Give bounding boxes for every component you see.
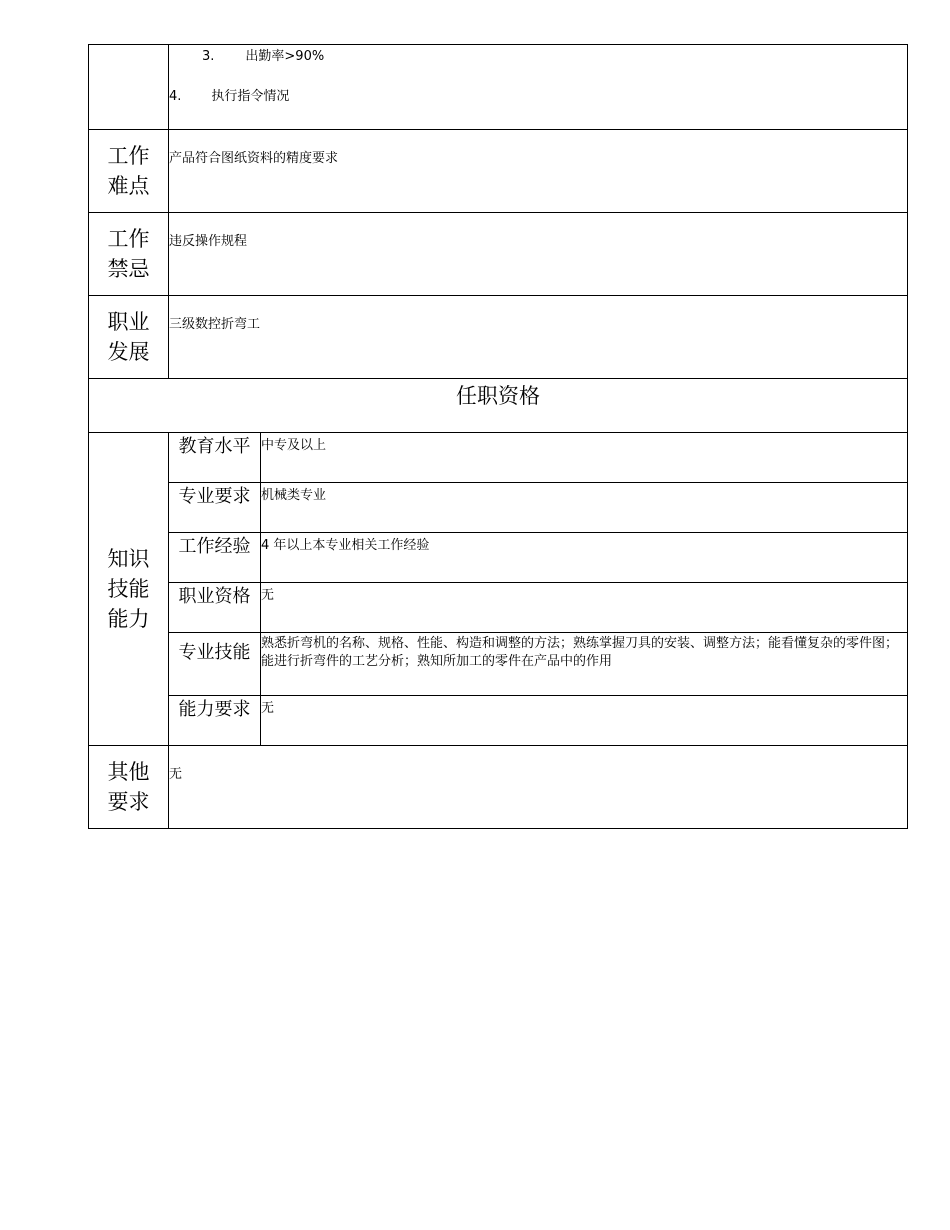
list-item-3 <box>169 48 907 66</box>
professional-skills-value: 熟悉折弯机的名称、规格、性能、构造和调整的方法；熟练掌握刀具的安装、调整方法；能看懂复杂的零件图；能进行折弯件的工艺分析；熟知所加工的零件在产品中的作用 <box>261 633 908 696</box>
other-requirements-content: 无 <box>169 746 908 829</box>
list-text: 执行指令情况 <box>211 89 290 104</box>
education-value: 中专及以上 <box>261 433 908 483</box>
other-requirements-label: 其他 要求 <box>89 746 169 829</box>
qualification-row <box>89 583 908 633</box>
experience-value: 4 年以上本专业相关工作经验 <box>261 533 908 583</box>
qualification-row <box>89 483 908 533</box>
list-item-4 <box>169 88 907 106</box>
career-label: 职业 发展 <box>89 296 169 379</box>
qualification-row <box>89 633 908 696</box>
certification-value: 无 <box>261 583 908 633</box>
qualification-row <box>89 533 908 583</box>
list-number: 4. <box>169 89 182 104</box>
difficulty-label: 工作 难点 <box>89 130 169 213</box>
career-content: 三级数控折弯工 <box>169 296 908 379</box>
list-number: 3. <box>202 49 215 64</box>
performance-row <box>89 45 908 130</box>
performance-content-cell <box>169 45 908 130</box>
qualification-row <box>89 433 908 483</box>
experience-label: 工作经验 <box>169 533 261 583</box>
career-row <box>89 296 908 379</box>
performance-label-cell <box>89 45 169 130</box>
major-label: 专业要求 <box>169 483 261 533</box>
qualifications-title-row <box>89 379 908 433</box>
ability-label: 能力要求 <box>169 696 261 746</box>
ability-value: 无 <box>261 696 908 746</box>
qualification-row <box>89 696 908 746</box>
professional-skills-label: 专业技能 <box>169 633 261 696</box>
major-value: 机械类专业 <box>261 483 908 533</box>
taboo-row <box>89 213 908 296</box>
other-requirements-row <box>89 746 908 829</box>
taboo-content: 违反操作规程 <box>169 213 908 296</box>
job-description-table <box>88 44 908 829</box>
difficulty-content: 产品符合图纸资料的精度要求 <box>169 130 908 213</box>
education-label: 教育水平 <box>169 433 261 483</box>
qualifications-title: 任职资格 <box>89 379 908 433</box>
difficulty-row <box>89 130 908 213</box>
knowledge-skills-ability-label: 知识 技能 能力 <box>89 433 169 746</box>
certification-label: 职业资格 <box>169 583 261 633</box>
taboo-label: 工作 禁忌 <box>89 213 169 296</box>
list-text: 出勤率>90% <box>245 49 325 64</box>
